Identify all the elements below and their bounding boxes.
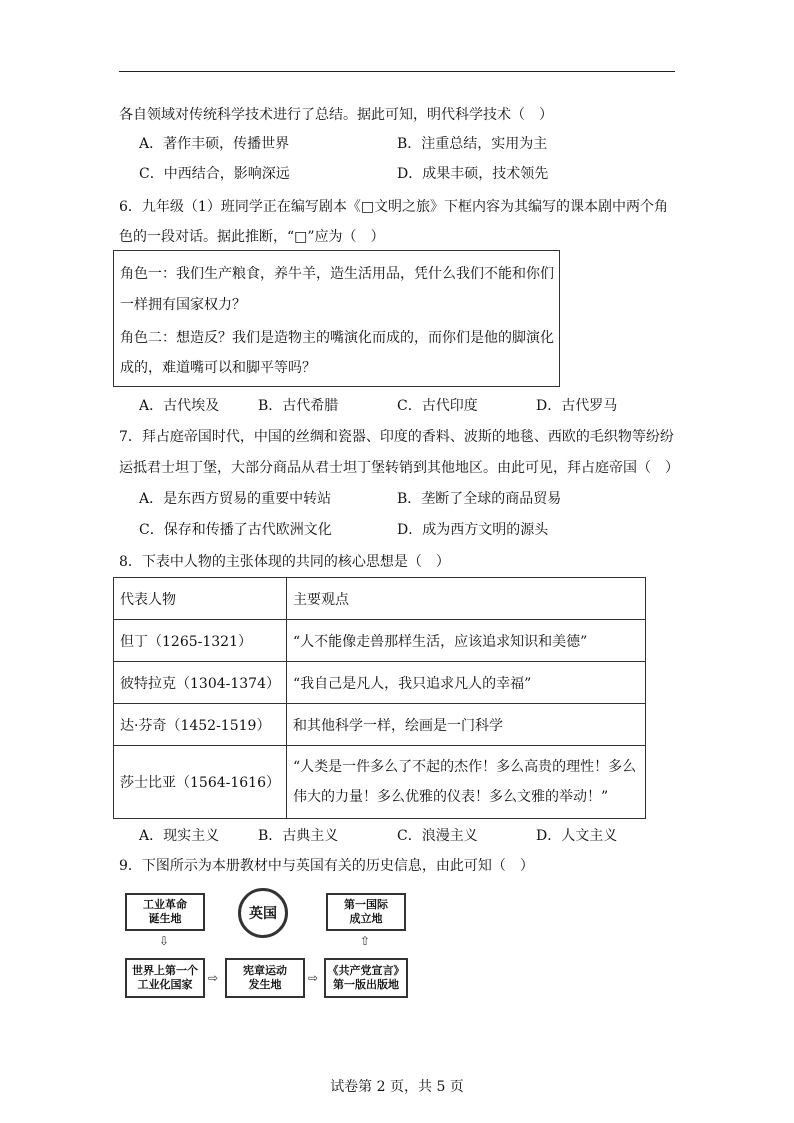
dialog-line: 成的，难道嘴可以和脚平等吗？ xyxy=(120,360,316,376)
table-header-row xyxy=(114,578,646,620)
arrow-right-icon: ⇨ xyxy=(208,971,219,985)
table-cell: “我自己是凡人，我只追求凡人的幸福” xyxy=(287,662,646,704)
table-header: 主要观点 xyxy=(287,578,646,620)
table-row xyxy=(114,620,646,662)
q8-table xyxy=(113,577,646,819)
circle-britain: 英国 xyxy=(238,888,288,938)
q8-option-b[interactable]: B．古典主义 xyxy=(258,828,339,844)
arrow-up-icon: ⇧ xyxy=(360,934,371,948)
page-footer: 试卷第 2 页，共 5 页 xyxy=(330,1079,464,1095)
table-cell: 莎士比亚（1564-1616） xyxy=(114,746,287,819)
arrow-down-icon: ⇩ xyxy=(159,934,170,948)
q5-option-a[interactable]: A．著作丰硕，传播世界 xyxy=(139,136,290,152)
header-rule xyxy=(119,71,675,72)
q6-dialog-box xyxy=(113,250,560,387)
q6-option-a[interactable]: A．古代埃及 xyxy=(139,398,220,414)
table-header: 代表人物 xyxy=(114,578,287,620)
table-cell: 达·芬奇（1452-1519） xyxy=(114,704,287,746)
table-row xyxy=(114,746,646,819)
q5-option-b[interactable]: B．注重总结，实用为主 xyxy=(397,136,548,152)
table-cell: 但丁（1265-1321） xyxy=(114,620,287,662)
dialog-line: 角色二：想造反？我们是造物主的嘴演化而成的，而你们是他的脚演化 xyxy=(120,330,554,346)
q7-option-d[interactable]: D．成为西方文明的源头 xyxy=(397,522,549,538)
q6-option-d[interactable]: D．古代罗马 xyxy=(536,398,618,414)
table-cell: “人不能像走兽那样生活，应该追求知识和美德” xyxy=(287,620,646,662)
q8-option-d[interactable]: D．人文主义 xyxy=(536,828,618,844)
dialog-line: 一样拥有国家权力？ xyxy=(120,297,246,313)
q7-stem-line1: 7．拜占庭帝国时代，中国的丝绸和瓷器、印度的香料、波斯的地毯、西欧的毛织物等纷纷 xyxy=(119,429,674,445)
table-row xyxy=(114,662,646,704)
box-communist-manifesto: 《共产党宣言》 第一版出版地 xyxy=(324,958,408,998)
q6-stem-line1: 6．九年级（1）班同学正在编写剧本《□文明之旅》下框内容为其编写的课本剧中两个角 xyxy=(119,199,669,215)
q8-option-c[interactable]: C．浪漫主义 xyxy=(397,828,478,844)
arrow-right-icon: ⇨ xyxy=(308,971,319,985)
q8-option-a[interactable]: A．现实主义 xyxy=(139,828,220,844)
dialog-line: 角色一：我们生产粮食，养牛羊，造生活用品，凭什么我们不能和你们 xyxy=(120,266,554,282)
q7-option-c[interactable]: C．保存和传播了古代欧洲文化 xyxy=(139,522,332,538)
table-cell: 彼特拉克（1304-1374） xyxy=(114,662,287,704)
q5-stem-tail: 各自领域对传统科学技术进行了总结。据此可知，明代科学技术（ ） xyxy=(119,107,553,123)
q6-stem-line2: 色的一段对话。据此推断，“□”应为（ ） xyxy=(119,229,385,245)
box-industrial-revolution: 工业革命 诞生地 xyxy=(125,893,205,931)
q9-stem: 9．下图所示为本册教材中与英国有关的历史信息，由此可知（ ） xyxy=(119,858,534,874)
q6-option-b[interactable]: B．古代希腊 xyxy=(258,398,339,414)
box-first-international: 第一国际 成立地 xyxy=(326,893,406,931)
q8-stem: 8．下表中人物的主张体现的共同的核心思想是（ ） xyxy=(119,554,450,570)
q5-option-d[interactable]: D．成果丰硕，技术领先 xyxy=(397,166,549,182)
q6-option-c[interactable]: C．古代印度 xyxy=(397,398,478,414)
table-row xyxy=(114,704,646,746)
q9-diagram xyxy=(120,887,410,1002)
q7-option-b[interactable]: B．垄断了全球的商品贸易 xyxy=(397,491,562,507)
q7-option-a[interactable]: A．是东西方贸易的重要中转站 xyxy=(139,491,332,507)
box-chartist-movement: 宪章运动 发生地 xyxy=(225,958,305,998)
q5-option-c[interactable]: C．中西结合，影响深远 xyxy=(139,166,290,182)
box-first-industrial-country: 世界上第一个 工业化国家 xyxy=(125,958,205,998)
q7-stem-line2: 运抵君士坦丁堡，大部分商品从君士坦丁堡转销到其他地区。由此可见，拜占庭帝国（ ） xyxy=(119,460,679,476)
table-cell: 和其他科学一样，绘画是一门科学 xyxy=(287,704,646,746)
table-cell: “人类是一件多么了不起的杰作！多么高贵的理性！多么伟大的力量！多么优雅的仪表！多么文雅的举动！” xyxy=(287,746,646,819)
